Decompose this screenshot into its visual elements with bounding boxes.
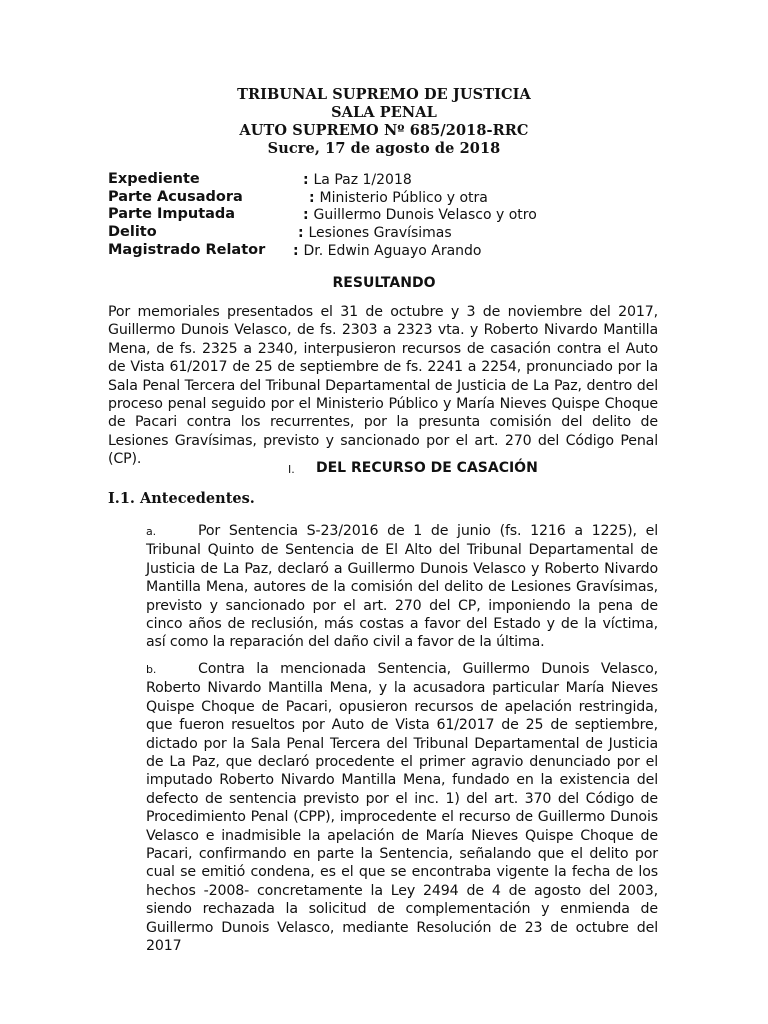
- intro-paragraph: Por memoriales presentados el 31 de octubre y 3 de noviembre del 2017, Guillermo Dunois Velasco, de fs. 2303 a 2323 vta. y Roberto Nivardo Mantilla Mena, de fs. 2325 a 2340, interpusieron recursos de casación contra el Auto de Vista 61/2017 de 25 de septiembre de fs. 2241 a 2254, pronunciado por la Sala Penal Tercera del Tribunal Departamental de Justicia de La Paz, dentro del proceso penal seguido por el Ministerio Público y María Nieves Quispe Choque de Pacari contra los recurrentes, por la presunta comisión del delito de Lesiones Gravísimas, previsto y sancionado por el art. 270 del Código Penal (CP).: [108, 304, 658, 468]
- item-a-letter: a.: [146, 525, 156, 538]
- meta-label-expediente: Expediente: [108, 171, 200, 187]
- item-a-paragraph: [146, 522, 658, 652]
- meta-value-expediente: : La Paz 1/2018: [303, 172, 412, 188]
- court-name: TRIBUNAL SUPREMO DE JUSTICIA: [237, 86, 531, 103]
- section-title: DEL RECURSO DE CASACIÓN: [316, 460, 538, 476]
- meta-label-parte-imputada: Parte Imputada: [108, 206, 236, 222]
- item-b-letter: b.: [146, 663, 157, 676]
- item-b-paragraph: [146, 660, 658, 956]
- resolution-number: AUTO SUPREMO Nº 685/2018-RRC: [239, 122, 529, 139]
- chamber-name: SALA PENAL: [331, 104, 437, 121]
- item-b-text: Contra la mencionada Sentencia, Guillermo Dunois Velasco, Roberto Nivardo Mantilla Mena, y la acusadora particular María Nieves Quispe Choque de Pacari, opusieron recursos de apelación restringida, que fueron resueltos por Auto de Vista 61/2017 de 25 de septiembre, dictado por la Sala Penal Tercera del Tribunal Departamental de Justicia de La Paz, que declaró procedente el primer agravio denunciado por el imputado Roberto Nivardo Mantilla Mena, fundado en la existencia del defecto de sentencia previsto por el inc. 1) del art. 370 del Código de Procedimiento Penal (CPP), improcedente el recurso de Guillermo Dunois Velasco e inadmisible la apelación de María Nieves Quispe Choque de Pacari, confirmando en parte la Sentencia, señalando que el delito por cual se emitió condena, es el que se encontraba vigente la fecha de los hechos -2008- concretamente la Ley 2494 de 4 de agosto del 2003, siendo rechazada la solicitud de complementación y enmienda de Guillermo Dunois Velasco, mediante Resolución de 23 de octubre del 2017: [146, 661, 658, 955]
- meta-label-parte-acusadora: Parte Acusadora: [108, 189, 243, 205]
- resolution-date: Sucre, 17 de agosto de 2018: [267, 140, 501, 157]
- meta-value-delito: : Lesiones Gravísimas: [298, 225, 452, 241]
- subsection-heading: I.1. Antecedentes.: [108, 490, 255, 507]
- meta-label-delito: Delito: [108, 224, 157, 240]
- meta-value-parte-imputada: : Guillermo Dunois Velasco y otro: [303, 207, 537, 223]
- meta-value-magistrado-relator: : Dr. Edwin Aguayo Arando: [293, 243, 482, 259]
- meta-label-magistrado-relator: Magistrado Relator: [108, 242, 266, 258]
- section-numeral: I.: [288, 463, 295, 476]
- item-a-text: Por Sentencia S-23/2016 de 1 de junio (fs. 1216 a 1225), el Tribunal Quinto de Sentencia de El Alto del Tribunal Departamental de Justicia de La Paz, declaró a Guillermo Dunois Velasco y Roberto Nivardo Mantilla Mena, autores de la comisión del delito de Lesiones Gravísimas, previsto y sancionado por el art. 270 del CP, imponiendo la pena de cinco años de reclusión, más costas a favor del Estado y de la víctima, así como la reparación del daño civil a favor de la última.: [146, 523, 658, 651]
- resultando-heading: RESULTANDO: [332, 275, 436, 291]
- meta-value-parte-acusadora: : Ministerio Público y otra: [309, 190, 488, 206]
